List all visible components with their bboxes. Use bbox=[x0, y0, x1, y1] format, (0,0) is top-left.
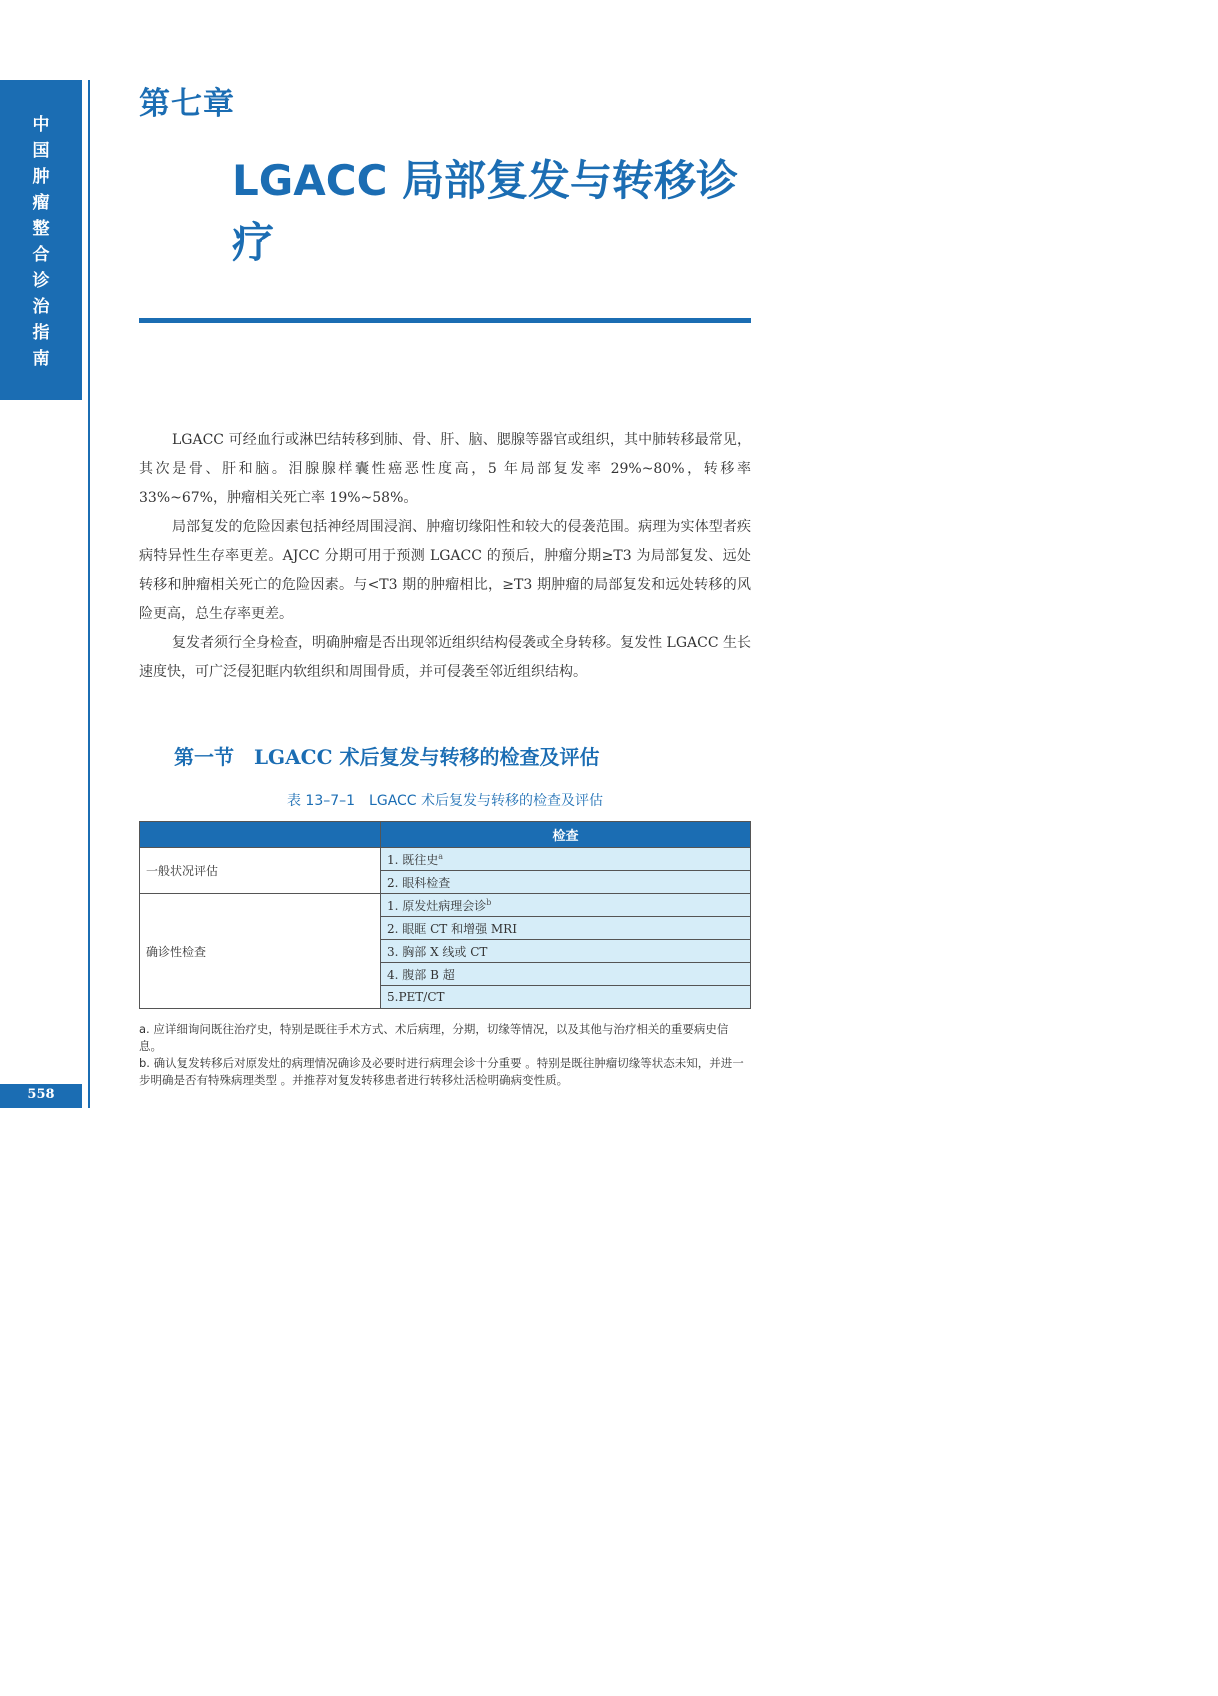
page-number: 558 bbox=[27, 1087, 55, 1102]
sidebar-char: 国 bbox=[32, 141, 50, 161]
sidebar-rule bbox=[88, 80, 90, 1108]
table-header-exam: 检查 bbox=[381, 822, 751, 848]
footnote: a. 应详细询问既往治疗史，特别是既往手术方式、术后病理，分期，切缘等情况，以及其他与治疗相关的重要病史信息。 bbox=[139, 1022, 729, 1053]
sidebar-char: 合 bbox=[32, 245, 50, 265]
sidebar-char: 诊 bbox=[32, 271, 50, 291]
exam-table bbox=[139, 821, 751, 1009]
table-row bbox=[140, 848, 751, 871]
section-heading: 第一节 LGACC 术后复发与转移的检查及评估 bbox=[174, 745, 600, 769]
paragraph: LGACC 可经血行或淋巴结转移到肺、骨、肝、脑、腮腺等器官或组织，其中肺转移最常见，其次是骨、肝和脑。泪腺腺样囊性癌恶性度高，5 年局部复发率 29%~80%，转移率 33%~67%，肿瘤相关死亡率 19%~58%。 bbox=[139, 432, 751, 506]
table-header-left bbox=[140, 822, 381, 848]
table-cell: 1. 既往史$^a$ bbox=[381, 848, 751, 871]
table-cell: 2. 眼科检查 bbox=[381, 871, 751, 894]
table-cell: 1. 原发灶病理会诊$^b$ bbox=[381, 894, 751, 917]
table-cell: 4. 腹部 B 超 bbox=[381, 963, 751, 986]
sidebar-char: 瘤 bbox=[32, 193, 50, 213]
table-cell: 3. 胸部 X 线或 CT bbox=[381, 940, 751, 963]
paragraph: 局部复发的危险因素包括神经周围浸润、肿瘤切缘阳性和较大的侵袭范围。病理为实体型者疾病特异性生存率更差。AJCC 分期可用于预测 LGACC 的预后，肿瘤分期≥T3 为局部复发、远处转移和肿瘤相关死亡的危险因素。与<T3 期的肿瘤相比，≥T3 期肿瘤的局部复发和远处转移的风险更高，总生存率更差。 bbox=[139, 519, 751, 622]
table-cell: 2. 眼眶 CT 和增强 MRI bbox=[381, 917, 751, 940]
paragraph: 复发者须行全身检查，明确肿瘤是否出现邻近组织结构侵袭或全身转移。复发性 LGACC 生长速度快，可广泛侵犯眶内软组织和周围骨质，并可侵袭至邻近组织结构。 bbox=[139, 635, 751, 680]
sidebar-book-title bbox=[0, 112, 82, 372]
sidebar-char: 肿 bbox=[32, 167, 50, 187]
table-cell: 5.PET/CT bbox=[381, 986, 751, 1009]
sidebar-char: 指 bbox=[32, 323, 50, 343]
footnotes bbox=[139, 1021, 751, 1089]
table-category: 一般状况评估 bbox=[140, 848, 381, 894]
chapter-label: 第七章 bbox=[139, 86, 235, 122]
title-divider bbox=[139, 318, 751, 323]
sidebar-char: 中 bbox=[32, 115, 50, 135]
table-header-row bbox=[140, 822, 751, 848]
table-caption: 表 13–7–1 LGACC 术后复发与转移的检查及评估 bbox=[286, 793, 604, 809]
body-text bbox=[139, 426, 751, 687]
sidebar-char: 治 bbox=[32, 297, 50, 317]
footnote: b. 确认复发转移后对原发灶的病理情况确诊及必要时进行病理会诊十分重要 。特别是既往肿瘤切缘等状态未知，并进一步明确是否有特殊病理类型 。并推荐对复发转移患者进行转移灶活检明确病变性质。 bbox=[139, 1056, 744, 1087]
chapter-title: LGACC 局部复发与转移诊疗 bbox=[232, 156, 739, 267]
table-category: 确诊性检查 bbox=[140, 894, 381, 1009]
sidebar-char: 南 bbox=[32, 349, 50, 369]
table-row bbox=[140, 894, 751, 917]
sidebar-char: 整 bbox=[32, 219, 50, 239]
